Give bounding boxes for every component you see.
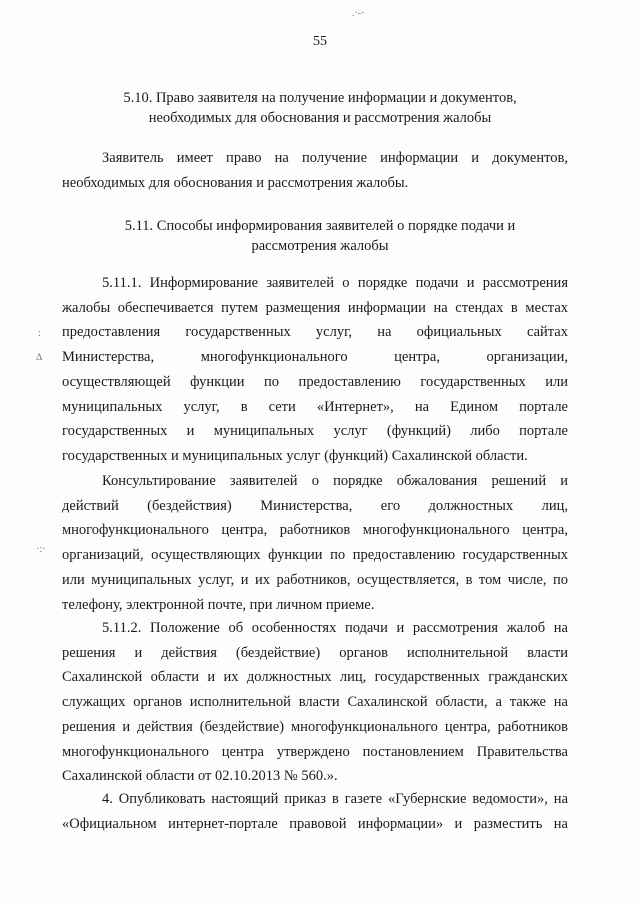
text-line: или муниципальных услуг, и их работников, осуществляется, в том числе, по [62,571,568,588]
text-line: «Официальном интернет-портале правовой информации» и разместить на [62,815,568,832]
heading-line: необходимых для обоснования и рассмотрения жалобы [148,110,492,126]
scan-mark: : [38,328,41,339]
section-5-11-heading [60,216,580,256]
text-line: осуществляющей функции по предоставлению государственных или [62,373,568,390]
text-line: действий (бездействия) Министерства, его должностных лиц, [62,497,568,514]
text-line: Консультирование заявителей о порядке обжалования решений и [102,473,568,489]
section-5-10-heading [60,88,580,128]
heading-line: 5.10. Право заявителя на получение информации и документов, [123,90,517,106]
scan-mark: ∆ [36,352,43,363]
text-line: решения и действия (бездействие) многофункционального центра, работников [62,718,568,735]
text-line: государственных и муниципальных услуг (функций) Сахалинской области. [62,447,528,464]
text-line: муниципальных услуг, в сети «Интернет», на Едином портале [62,398,568,415]
section-5-11-1-paragraph [62,271,568,469]
item-4-paragraph [62,787,568,836]
section-5-11-2-paragraph [62,616,568,789]
scan-mark: .·‑· [352,8,365,19]
text-line: организаций, осуществляющих функции по предоставлению государственных [62,547,568,564]
text-line: государственных и муниципальных услуг (функций) либо портале [62,423,568,440]
heading-line: 5.11. Способы информирования заявителей о порядке подачи и [124,218,516,234]
scan-mark: ·:· [36,544,46,555]
text-line: жалобы обеспечивается путем размещения информации на стендах в местах [62,299,568,316]
consultation-paragraph [62,469,568,617]
text-line: Сахалинской области от 02.10.2013 № 560.». [62,768,338,785]
page-number: 55 [313,34,327,49]
text-line: Министерства, многофункционального центра, организации, [62,349,568,366]
heading-line: рассмотрения жалобы [251,238,389,254]
text-line: предоставления государственных услуг, на официальных сайтах [62,324,568,341]
text-line: 5.11.2. Положение об особенностях подачи и рассмотрения жалоб на [102,620,568,636]
text-line: служащих органов исполнительной власти Сахалинской области, а также на [62,694,568,711]
text-line: необходимых для обоснования и рассмотрения жалобы. [62,174,409,191]
text-line: решения и действия (бездействие) органов исполнительной власти [62,644,568,661]
text-line: телефону, электронной почте, при личном приеме. [62,596,375,613]
text-line: 4. Опубликовать настоящий приказ в газете «Губернские ведомости», на [102,791,568,807]
text-line: многофункционального центра утверждено постановлением Правительства [62,743,568,760]
text-line: многофункционального центра, работников многофункционального центра, [62,522,568,539]
text-line: Заявитель имеет право на получение информации и документов, [102,150,568,166]
text-line: Сахалинской области и их должностных лиц, государственных гражданских [62,669,568,686]
text-line: 5.11.1. Информирование заявителей о порядке подачи и рассмотрения [102,275,568,291]
section-5-10-paragraph [62,146,568,195]
